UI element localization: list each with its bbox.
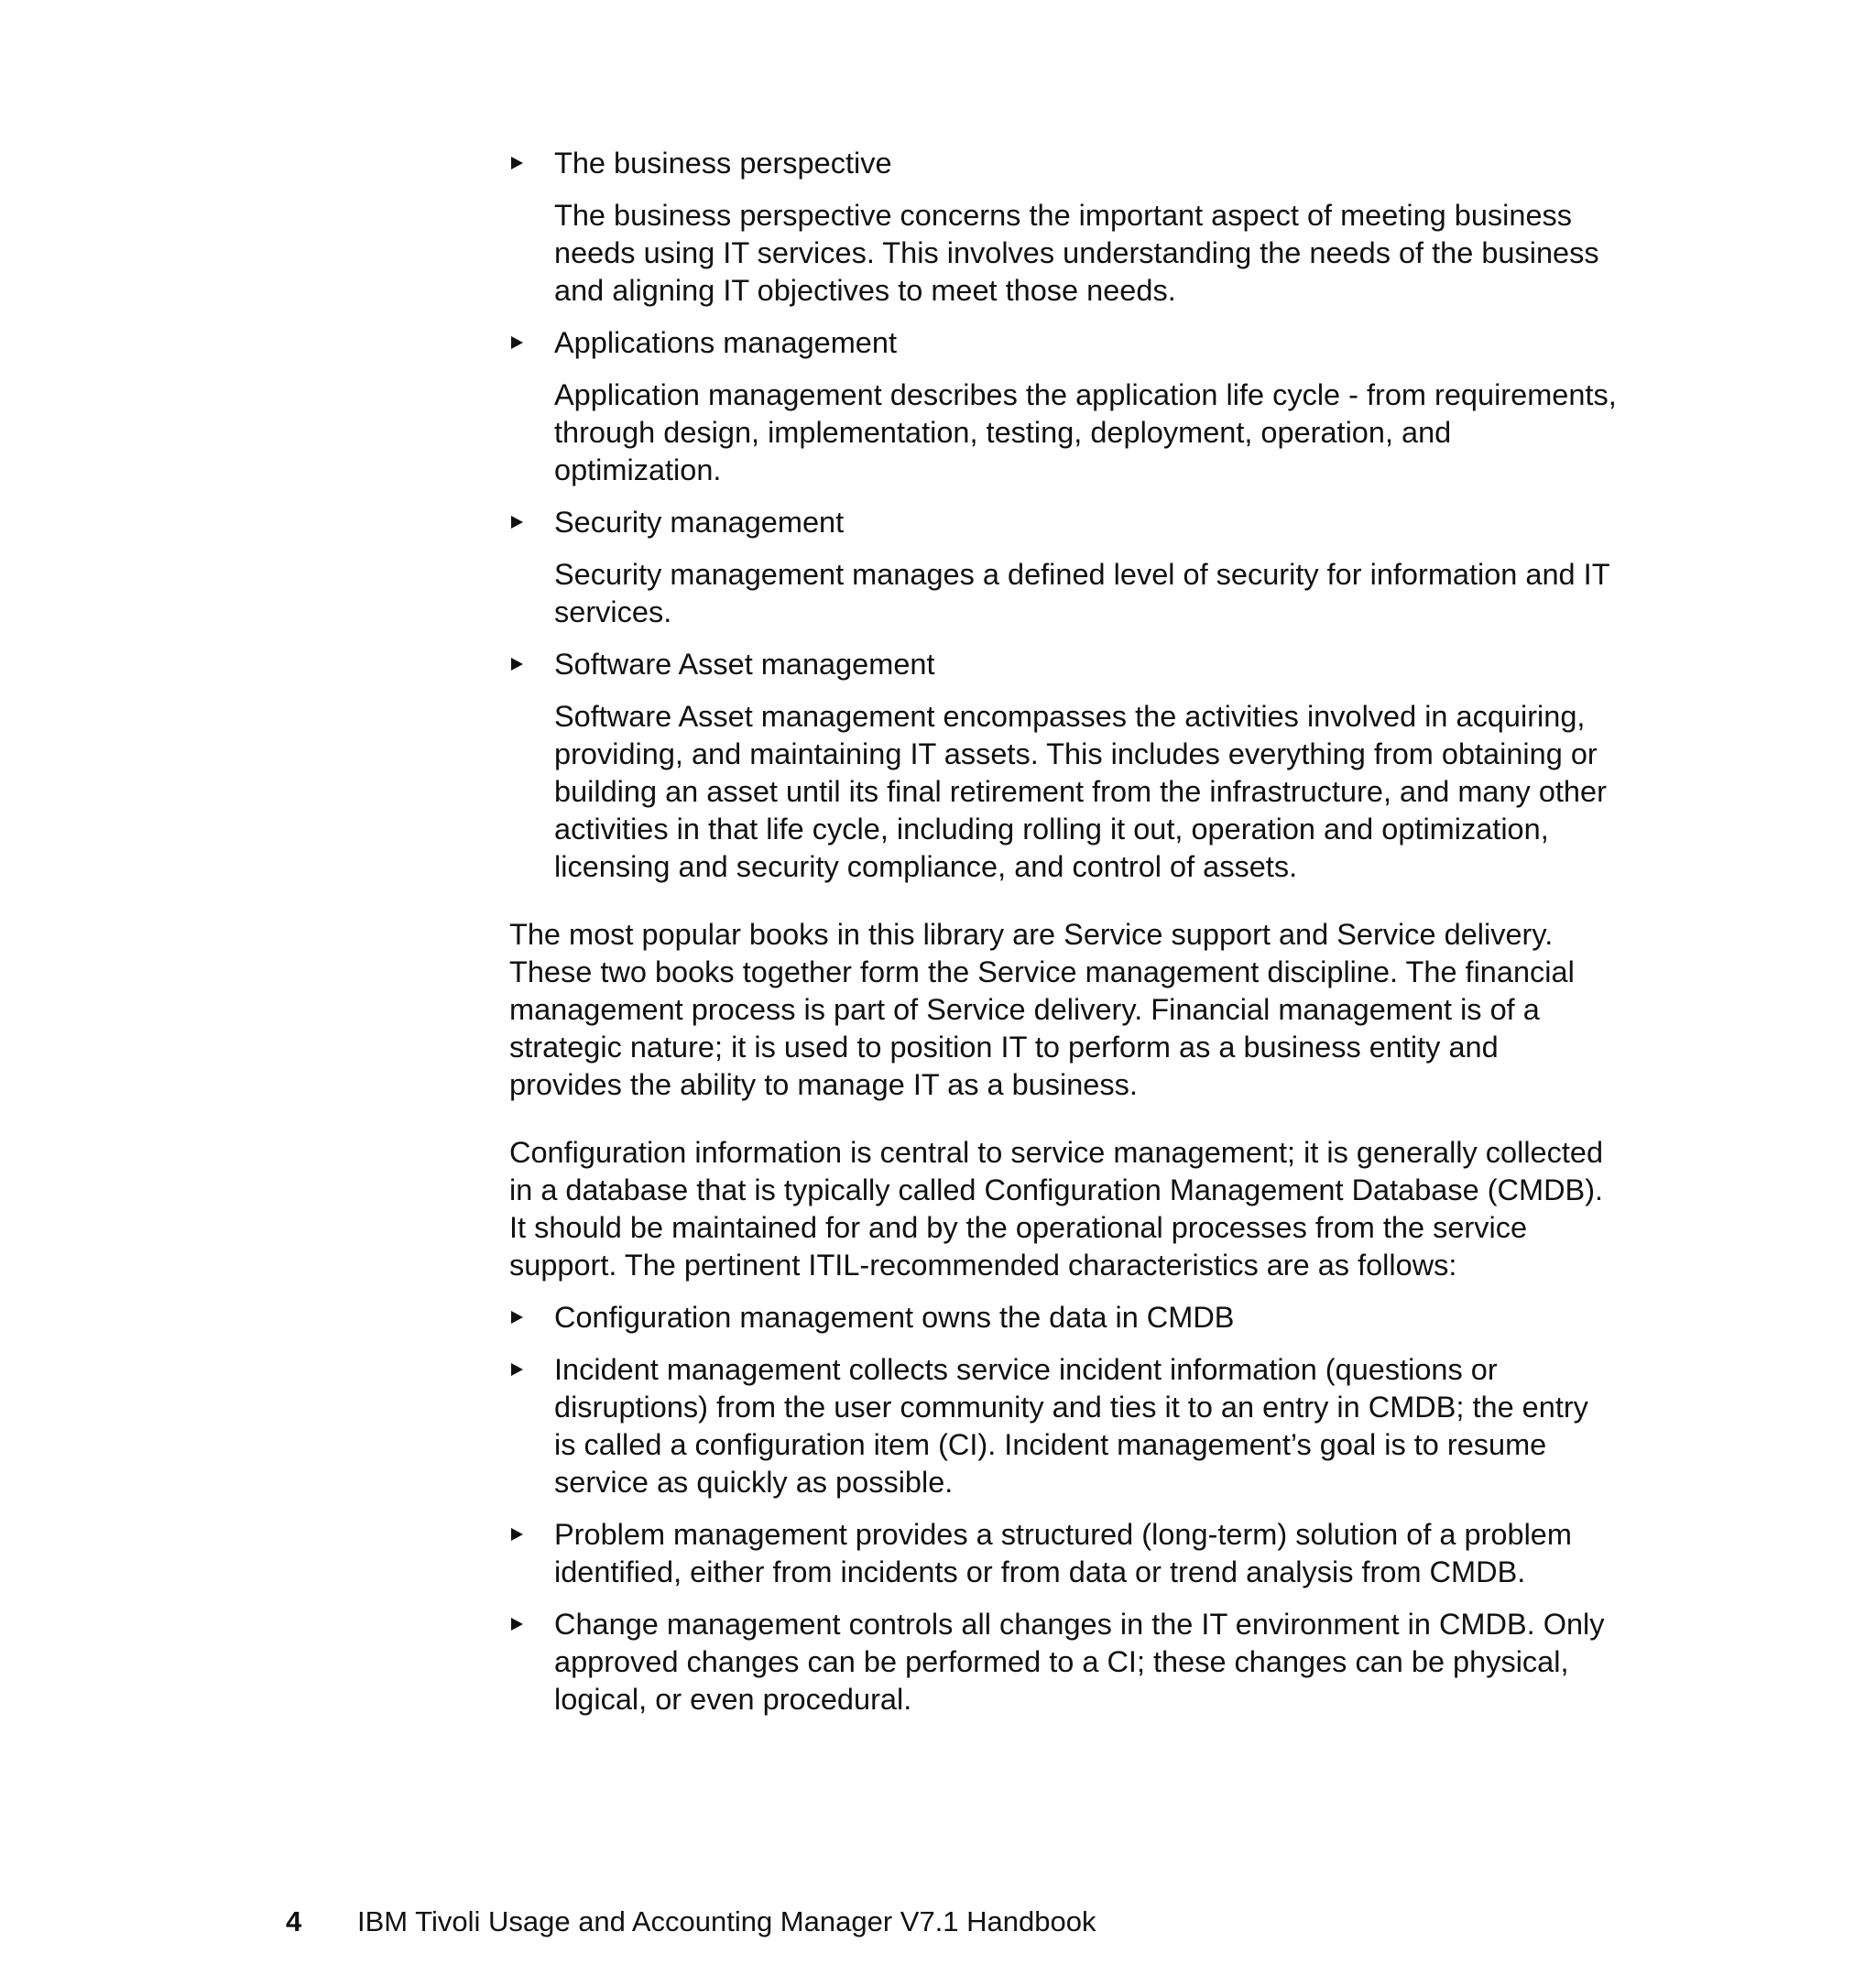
body-paragraph-configuration-info: Configuration information is central to service management; it is generally collected in a database that is typically called Configuration Management Database (CMDB). It should be maintained for and by the operational processes from the service support. The pertinent ITIL-recommended characteristics are as follows: [509,1136,1604,1282]
page-number: 4 [286,1905,302,1937]
bullet-arrow-icon [509,145,528,182]
bullet-arrow-icon [509,1516,528,1554]
bullet-arrow-icon [509,646,528,683]
bullet-title: Software Asset management [554,648,935,681]
body-paragraph-service-books: The most popular books in this library are Service support and Service delivery. These two books together form the Service management discipline. The financial management process is part of Service delivery. Financial management is of a strategic nature; it is used to position IT to perform as a business entity and provides the ability to manage IT as a business. [509,918,1575,1101]
bullet-description: Software Asset management encompasses the activities involved in acquiring, providing, and maintaining IT assets. This includes everything from obtaining or building an asset until its final retirement from the infrastructure, and many other activities in that life cycle, including rolling it out, operation and optimization, licensing and security compliance, and control of assets. [554,700,1607,883]
bullet-title: Security management [554,506,845,539]
bullet-arrow-icon [509,504,528,541]
bullet-item-incident-management [509,1351,1618,1501]
bullet-item-software-asset-management [509,646,1618,886]
bullet-arrow-icon [509,324,528,362]
bullet-item-problem-management [509,1516,1618,1591]
bullet-description: Security management manages a defined level of security for information and IT services. [554,558,1609,628]
bullet-text: Change management controls all changes in the IT environment in CMDB. Only approved changes can be performed to a CI; these changes can be physical, logical, or even procedural. [554,1608,1605,1716]
bullet-title: The business perspective [554,147,892,180]
bullet-item-applications-management [509,324,1618,489]
book-title: IBM Tivoli Usage and Accounting Manager V7.1 Handbook [357,1905,1096,1937]
bullet-title: Applications management [554,326,897,359]
bullet-text: Incident management collects service incident information (questions or disruptions) from the user community and ties it to an entry in CMDB; the entry is called a configuration item (CI). Incident management’s goal is to resume service as quickly as possible. [554,1353,1588,1499]
bullet-arrow-icon [509,1351,528,1389]
page-footer [286,1904,1096,1940]
bullet-arrow-icon [509,1606,528,1643]
bullet-item-business-perspective [509,145,1618,310]
bullet-text: Configuration management owns the data in CMDB [554,1301,1235,1334]
bullet-text: Problem management provides a structured (long-term) solution of a problem identified, either from incidents or from data or trend analysis from CMDB. [554,1518,1572,1588]
bullet-description: The business perspective concerns the important aspect of meeting business needs using IT services. This involves understanding the needs of the business and aligning IT objectives to meet those needs. [554,199,1599,307]
bullet-item-configuration-management [509,1299,1618,1337]
bullet-item-security-management [509,504,1618,631]
page-content [509,145,1618,1719]
bullet-item-change-management [509,1606,1618,1719]
bullet-arrow-icon [509,1299,528,1337]
bullet-description: Application management describes the application life cycle - from requirements, through design, implementation, testing, deployment, operation, and optimization. [554,378,1617,486]
